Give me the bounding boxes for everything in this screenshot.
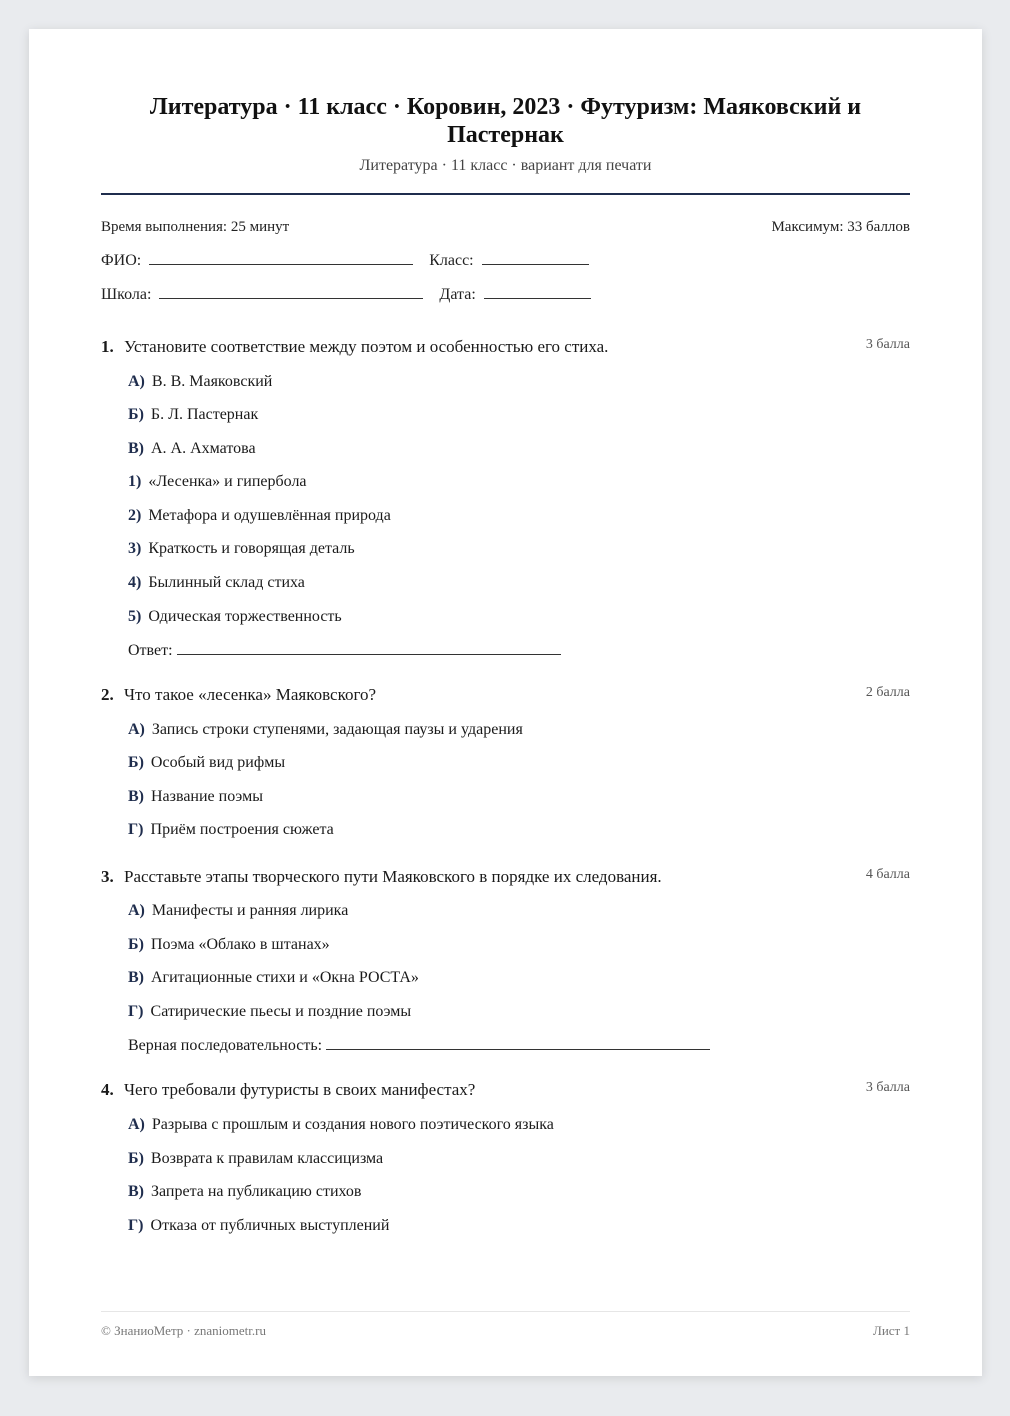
option-g[interactable]: [128, 1217, 389, 1235]
option-text: Поэма «Облако в штанах»: [150, 936, 330, 953]
option-5[interactable]: [128, 608, 342, 626]
option-label: Г): [128, 1217, 144, 1234]
question-text: Расставьте этапы творческого пути Маяковского в порядке их следования.: [124, 867, 662, 886]
option-label: Г): [128, 821, 144, 838]
option-label: Б): [128, 406, 144, 423]
question-text: Что такое «лесенка» Маяковского?: [124, 685, 377, 704]
answer-label: Верная последовательность:: [128, 1037, 323, 1054]
answer-blank[interactable]: [177, 653, 561, 655]
header-divider: [101, 193, 910, 195]
question-points: 3 балла: [865, 1080, 910, 1095]
option-b[interactable]: [128, 406, 258, 424]
option-label: В): [128, 440, 144, 457]
option-1[interactable]: [128, 473, 307, 491]
fio-blank[interactable]: [149, 263, 413, 265]
option-label: 1): [128, 473, 142, 490]
option-text: А. А. Ахматова: [151, 440, 256, 457]
date-blank[interactable]: [484, 297, 591, 299]
question-number: 4.: [101, 1080, 114, 1099]
option-label: А): [128, 902, 145, 919]
class-blank[interactable]: [482, 263, 589, 265]
answer-row: [128, 642, 561, 660]
question-header: [101, 1080, 910, 1104]
option-text: Агитационные стихи и «Окна РОСТА»: [151, 969, 419, 986]
option-a[interactable]: [128, 721, 523, 739]
option-label: Б): [128, 936, 144, 953]
option-a[interactable]: [128, 373, 272, 391]
option-label: 2): [128, 507, 142, 524]
question-4: [101, 1080, 910, 1234]
option-v[interactable]: [128, 788, 263, 806]
question-3: [101, 867, 910, 1054]
option-g[interactable]: [128, 821, 334, 839]
option-a[interactable]: [128, 1116, 554, 1134]
footer-divider: [101, 1311, 910, 1312]
option-label: Б): [128, 1150, 144, 1167]
option-label: Г): [128, 1003, 144, 1020]
question-header: [101, 685, 910, 709]
option-text: Сатирические пьесы и поздние поэмы: [150, 1003, 412, 1020]
option-text: Особый вид рифмы: [150, 754, 286, 771]
option-label: В): [128, 1183, 144, 1200]
question-points: 3 балла: [865, 337, 910, 352]
question-text: Чего требовали футуристы в своих манифестах?: [124, 1080, 476, 1099]
question-points: 4 балла: [865, 867, 910, 882]
option-text: Б. Л. Пастернак: [150, 406, 259, 423]
option-v[interactable]: [128, 969, 419, 987]
option-text: Возврата к правилам классицизма: [150, 1150, 384, 1167]
option-2[interactable]: [128, 507, 391, 525]
date-label: Дата:: [439, 286, 476, 303]
question-header: [101, 337, 910, 361]
option-v[interactable]: [128, 440, 256, 458]
option-label: А): [128, 721, 145, 738]
option-text: Былинный склад стиха: [148, 574, 305, 591]
time-limit: Время выполнения: 25 минут: [101, 219, 290, 235]
question-1: [101, 337, 910, 659]
option-text: Манифесты и ранняя лирика: [151, 902, 349, 919]
school-date-row: [101, 286, 591, 304]
option-label: 5): [128, 608, 142, 625]
option-text: «Лесенка» и гипербола: [148, 473, 307, 490]
worksheet-page: [29, 29, 982, 1376]
option-text: Отказа от публичных выступлений: [150, 1217, 390, 1234]
option-text: Разрыва с прошлым и создания нового поэтического языка: [151, 1116, 554, 1133]
option-text: Запись строки ступенями, задающая паузы и ударения: [151, 721, 523, 738]
question-number: 2.: [101, 685, 114, 704]
school-label: Школа:: [101, 286, 152, 303]
option-text: Запрета на публикацию стихов: [151, 1183, 362, 1200]
page-subtitle: Литература · 11 класс · вариант для печати: [359, 157, 652, 174]
question-points: 2 балла: [865, 685, 910, 700]
option-4[interactable]: [128, 574, 305, 592]
answer-label: Ответ:: [128, 642, 173, 659]
fio-label: ФИО:: [101, 252, 142, 269]
option-text: Метафора и одушевлённая природа: [148, 507, 391, 524]
option-label: В): [128, 969, 144, 986]
option-3[interactable]: [128, 540, 355, 558]
option-b[interactable]: [128, 936, 330, 954]
option-text: Приём построения сюжета: [150, 821, 334, 838]
question-2: [101, 685, 910, 838]
option-a[interactable]: [128, 902, 348, 920]
option-label: А): [128, 1116, 145, 1133]
option-text: Краткость и говорящая деталь: [148, 540, 355, 557]
option-label: В): [128, 788, 144, 805]
question-text: Установите соответствие между поэтом и особенностью его стиха.: [124, 337, 609, 356]
option-label: А): [128, 373, 145, 390]
school-blank[interactable]: [159, 297, 423, 299]
fio-class-row: [101, 252, 589, 270]
option-label: Б): [128, 754, 144, 771]
footer-page-number: Лист 1: [873, 1323, 910, 1338]
option-b[interactable]: [128, 1150, 383, 1168]
question-header: [101, 867, 910, 891]
option-text: В. В. Маяковский: [151, 373, 273, 390]
class-label: Класс:: [429, 252, 474, 269]
option-label: 3): [128, 540, 142, 557]
option-g[interactable]: [128, 1003, 411, 1021]
footer-copyright: © ЗнаниоМетр · znaniometr.ru: [101, 1323, 266, 1338]
answer-row: [128, 1037, 710, 1055]
option-text: Одическая торжественность: [148, 608, 342, 625]
max-score: Максимум: 33 баллов: [771, 219, 910, 235]
option-text: Название поэмы: [151, 788, 264, 805]
option-label: 4): [128, 574, 142, 591]
question-number: 1.: [101, 337, 114, 356]
option-v[interactable]: [128, 1183, 361, 1201]
page-title: Литература · 11 класс · Коровин, 2023 · Футуризм: Маяковский и Пастернак: [149, 94, 862, 148]
answer-blank[interactable]: [326, 1048, 710, 1050]
question-number: 3.: [101, 867, 114, 886]
option-b[interactable]: [128, 754, 285, 772]
